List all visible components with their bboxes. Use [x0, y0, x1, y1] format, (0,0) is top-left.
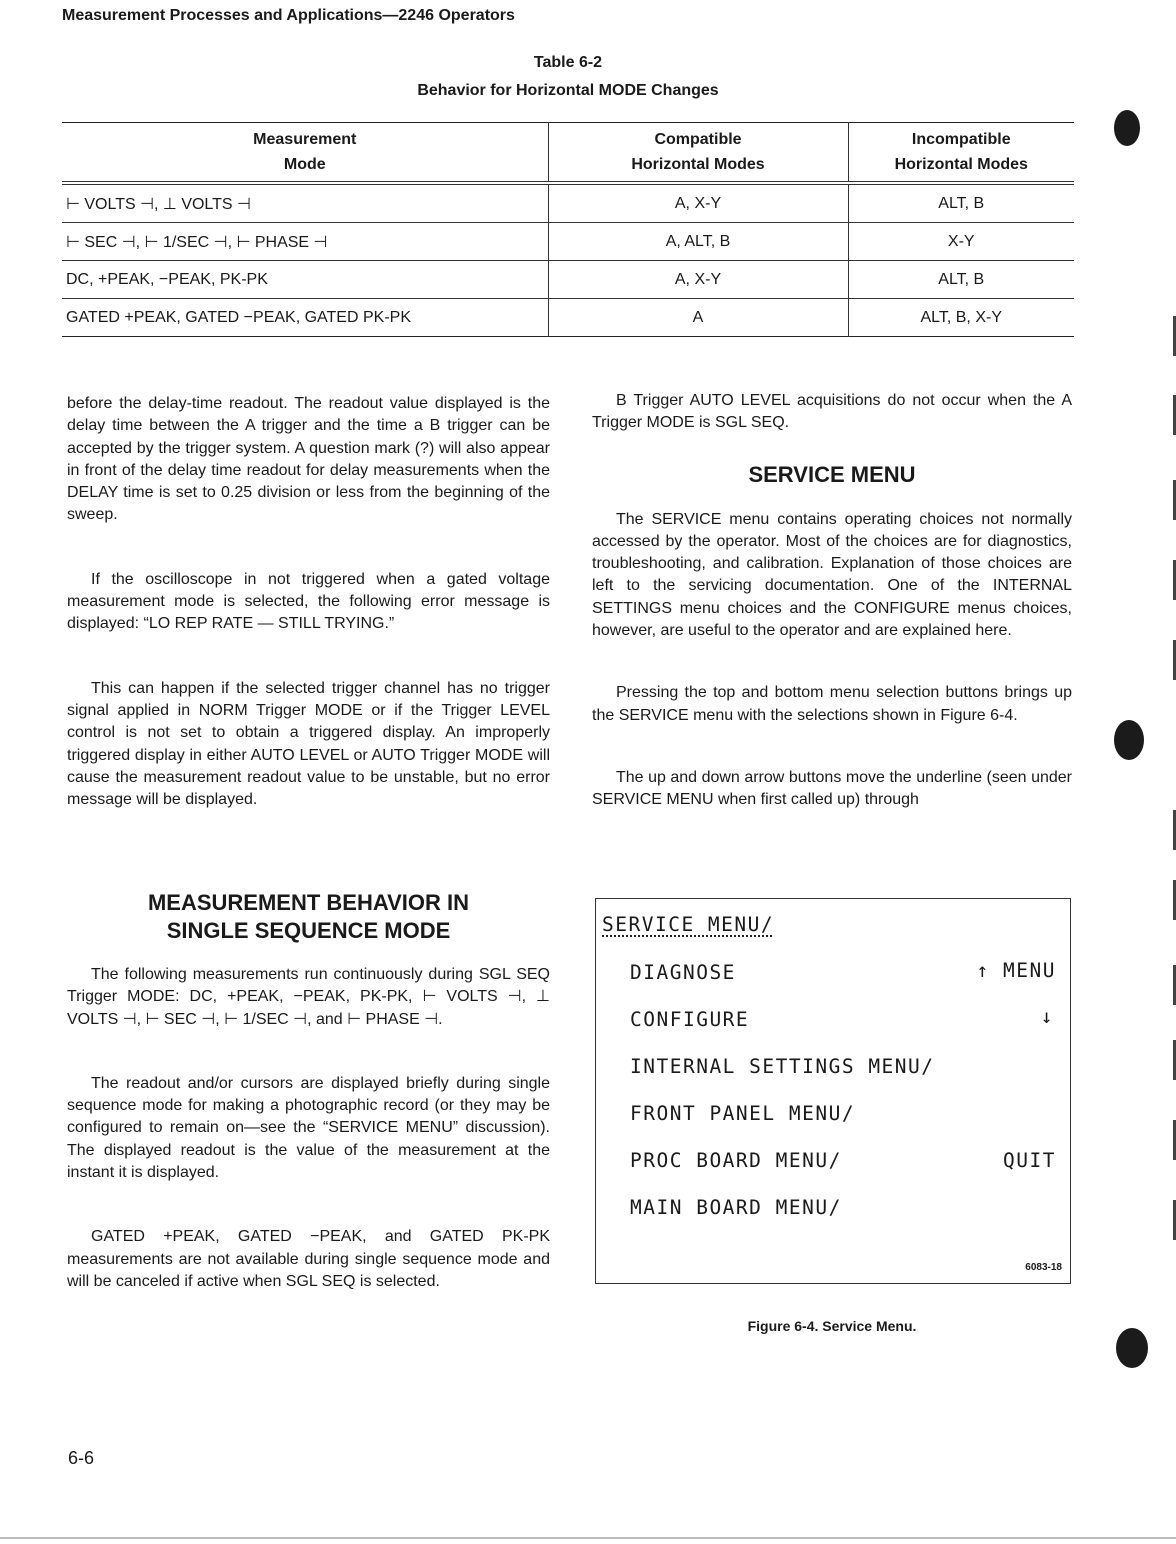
page-number: 6-6 [68, 1448, 95, 1468]
incompatible-cell: ALT, B [848, 261, 1074, 299]
paragraph: before the delay-time readout. The readout value displayed is the delay time between the A trigger and the time a B trigger can be accepted by the trigger system. A question mark (?) will also appear in front of the delay time readout for delay measurements when the DELAY time is set to 0.25 division or less from the beginning of the sweep. [67, 395, 550, 524]
paragraph: The up and down arrow buttons move the underline (seen under SERVICE MENU when first called up) through [592, 768, 1072, 809]
paragraph: The following measurements run continuously during SGL SEQ Trigger MODE: DC, +PEAK, −PEAK, PK-PK, ⊢ VOLTS ⊣, ⊥ VOLTS ⊣, ⊢ SEC ⊣, ⊢ 1/SEC ⊣, and ⊢ PHASE ⊣. [67, 966, 550, 1028]
column-header-measurement-mode: Measurement Mode [62, 123, 548, 184]
mode-cell: GATED +PEAK, GATED −PEAK, GATED PK-PK [66, 308, 411, 326]
table-title: Behavior for Horizontal MODE Changes [417, 82, 719, 99]
left-column [67, 393, 550, 811]
table-row [62, 299, 1074, 337]
compatible-cell: A, X-Y [548, 261, 848, 299]
left-column-lower [67, 964, 550, 1293]
compatible-cell: A, X-Y [548, 183, 848, 223]
horizontal-mode-table [62, 122, 1074, 337]
incompatible-cell: ALT, B [848, 183, 1074, 223]
incompatible-cell: X-Y [848, 223, 1074, 261]
up-menu-label: ↑ MENU [976, 959, 1056, 982]
heading-line: SINGLE SEQUENCE MODE [166, 918, 451, 943]
bottom-scan-edge [0, 1537, 1176, 1539]
incompatible-cell: ALT, B, X-Y [848, 299, 1074, 337]
figure-caption: Figure 6-4. Service Menu. [747, 1318, 917, 1334]
compatible-cell: A [548, 299, 848, 337]
menu-item-front-panel: FRONT PANEL MENU/ [630, 1102, 856, 1125]
menu-item-configure: CONFIGURE [630, 1008, 750, 1031]
table-number: Table 6-2 [533, 54, 603, 71]
paragraph: This can happen if the selected trigger channel has no trigger signal applied in NORM Trigger MODE or if the Trigger LEVEL control is not set to obtain a triggered display. An improperly triggered display in either AUTO LEVEL or AUTO Trigger MODE will cause the measurement readout value to be unstable, but no error message will be displayed. [67, 679, 550, 809]
binder-hole [1116, 1328, 1148, 1368]
down-arrow-label: ↓ [1040, 1005, 1054, 1028]
right-column [592, 390, 1072, 812]
compatible-cell: A, ALT, B [548, 223, 848, 261]
menu-item-internal-settings: INTERNAL SETTINGS MENU/ [630, 1055, 935, 1078]
table-row [62, 261, 1074, 299]
paragraph: B Trigger AUTO LEVEL acquisitions do not occur when the A Trigger MODE is SGL SEQ. [592, 392, 1072, 432]
service-menu-figure [595, 898, 1071, 1284]
paragraph: GATED +PEAK, GATED −PEAK, and GATED PK-PK measurements are not available during single sequence mode and will be canceled if active when SGL SEQ is selected. [67, 1228, 550, 1290]
section-heading-service-menu: SERVICE MENU [748, 461, 916, 487]
table-row [62, 183, 1074, 223]
mode-cell: ⊢ VOLTS ⊣, ⊥ VOLTS ⊣ [62, 183, 548, 223]
mode-cell: DC, +PEAK, −PEAK, PK-PK [62, 261, 548, 299]
paragraph: The SERVICE menu contains operating choices not normally accessed by the operator. Most of the choices are for diagnostics, troubleshooting, and calibration. Explanation of those choices are left to the servicing documentation. One of the INTERNAL SETTINGS menu choices and the CONFIGURE menus choices, however, are useful to the operator and are explained here. [592, 510, 1072, 640]
menu-item-proc-board: PROC BOARD MENU/ [630, 1149, 842, 1172]
menu-item-main-board: MAIN BOARD MENU/ [630, 1196, 842, 1219]
paragraph: The readout and/or cursors are displayed briefly during single sequence mode for making a photographic record (or they may be configured to remain on—see the “SERVICE MENU” discussion). The displayed readout is the value of the measurement at the instant it is displayed. [67, 1074, 550, 1182]
service-menu-title: SERVICE MENU/ [602, 913, 775, 936]
column-header-compatible: Compatible Horizontal Modes [548, 123, 848, 184]
mode-cell: ⊢ SEC ⊣, ⊢ 1/SEC ⊣, ⊢ PHASE ⊣ [62, 223, 548, 261]
table-row [62, 223, 1074, 261]
section-heading-single-sequence [67, 889, 550, 945]
paragraph: Pressing the top and bottom menu selection buttons brings up the SERVICE menu with the selections shown in Figure 6-4. [592, 684, 1072, 724]
quit-label: QUIT [1003, 1149, 1056, 1172]
binder-hole [1114, 720, 1144, 760]
column-header-incompatible: Incompatible Horizontal Modes [848, 123, 1074, 184]
running-head: Measurement Processes and Applications—2246 Operators [62, 7, 515, 24]
figure-code: 6083-18 [1025, 1262, 1062, 1273]
binder-hole [1114, 110, 1140, 146]
menu-item-diagnose: DIAGNOSE [630, 961, 736, 984]
paragraph: If the oscilloscope in not triggered when a gated voltage measurement mode is selected, the following error message is displayed: “LO REP RATE — STILL TRYING.” [67, 570, 550, 633]
heading-line: MEASUREMENT BEHAVIOR IN [147, 890, 470, 915]
table-header-row [62, 123, 1074, 184]
